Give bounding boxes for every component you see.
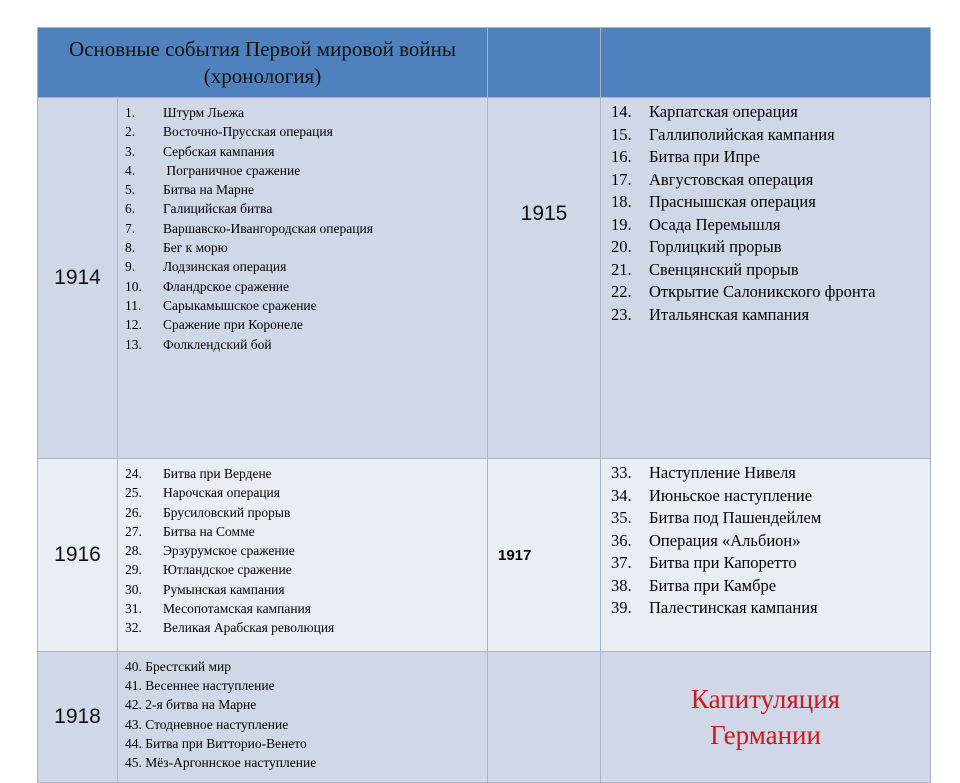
event-number: 19. (611, 214, 632, 234)
year-1917: 1917 (488, 459, 601, 652)
event-text: Августовская операция (649, 169, 814, 189)
event-text: Великая Арабская революция (163, 620, 335, 636)
event-text: Галлиполийская кампания (649, 124, 835, 144)
event-number: 4. (125, 162, 136, 178)
event-text: Фолклендский бой (163, 336, 272, 352)
event-number: 16. (611, 147, 632, 166)
list-item: 43. Стодневное наступление (125, 716, 289, 732)
list-item (611, 191, 930, 214)
events-1918-cell (118, 652, 488, 783)
event-number: 27. (125, 523, 142, 539)
year-1914: 1914 (38, 98, 118, 459)
event-text: Эрзурумское сражение (163, 543, 295, 559)
event-number: 10. (125, 278, 142, 294)
event-number: 26. (125, 504, 142, 520)
list-item: 44. Битва при Витторио-Венето (125, 735, 307, 751)
event-number: 11. (125, 297, 142, 313)
events-1915-cell (601, 98, 931, 459)
event-text: Фландрское сражение (163, 278, 290, 294)
table-row (38, 459, 931, 652)
list-item (611, 124, 930, 147)
event-number: 36. (611, 530, 632, 550)
event-text: Битва на Марне (163, 182, 254, 198)
list-item (125, 580, 487, 599)
chronology-table (37, 27, 931, 783)
list-item: 41. Весеннее наступление (125, 678, 275, 694)
list-item (125, 199, 487, 218)
list-item (611, 462, 930, 485)
header-empty-cell (488, 28, 601, 98)
event-number: 13. (125, 336, 142, 352)
event-text: Штурм Льежа (163, 105, 245, 120)
event-text: Лодзинская операция (163, 259, 287, 275)
list-item (125, 560, 487, 579)
event-number: 21. (611, 259, 632, 279)
event-text: Бег к морю (163, 240, 228, 256)
event-text: Брусиловский прорыв (163, 504, 291, 520)
events-1918-list (125, 657, 487, 772)
list-item (125, 103, 487, 122)
events-1917-cell (601, 459, 931, 652)
event-text: Пограничное сражение (163, 162, 301, 178)
event-number: 3. (125, 143, 136, 159)
event-text: Нарочская операция (163, 485, 280, 501)
event-number: 6. (125, 201, 136, 217)
list-item (611, 507, 930, 530)
event-text: Операция «Альбион» (649, 530, 801, 550)
event-number: 32. (125, 620, 142, 636)
event-text: Битва на Сомме (163, 523, 255, 539)
event-number: 29. (125, 562, 142, 578)
event-number: 24. (125, 466, 142, 481)
event-text: Праснышская операция (649, 192, 816, 211)
list-item (125, 161, 487, 180)
event-number: 15. (611, 124, 632, 144)
event-number: 14. (611, 102, 632, 121)
event-text: Битва под Пашендейлем (649, 508, 822, 527)
event-text: Битва при Вердене (163, 466, 272, 481)
empty-cell (488, 652, 601, 783)
list-item (125, 180, 487, 199)
event-text: Сербская кампания (163, 143, 275, 159)
event-text: Ютландское сражение (163, 562, 292, 578)
list-item (125, 618, 487, 637)
year-1916: 1916 (38, 459, 118, 652)
list-item: 42. 2-я битва на Марне (125, 697, 257, 713)
event-text: Битва при Ипре (649, 147, 760, 166)
event-number: 35. (611, 508, 632, 527)
table-row (38, 652, 931, 783)
events-1916-list (125, 464, 487, 638)
event-number: 12. (125, 317, 142, 333)
year-1915: 1915 (488, 98, 601, 459)
events-1914-cell (118, 98, 488, 459)
event-number: 39. (611, 598, 632, 617)
event-number: 18. (611, 192, 632, 211)
event-text: Осада Перемышля (649, 214, 781, 234)
conclusion-text: Капитуляция Германии (690, 684, 841, 750)
event-number: 8. (125, 240, 136, 256)
event-text: Сражение при Коронеле (163, 317, 303, 333)
event-number: 5. (125, 182, 136, 198)
list-item (125, 257, 487, 276)
list-item (611, 236, 930, 259)
list-item (125, 464, 487, 483)
event-text: Наступление Нивеля (649, 463, 796, 482)
event-number: 7. (125, 220, 136, 236)
event-text: Палестинская кампания (649, 598, 818, 617)
list-item (125, 335, 487, 354)
events-1916-cell (118, 459, 488, 652)
list-item (611, 304, 930, 327)
event-text: Июньское наступление (649, 485, 813, 505)
event-number: 30. (125, 581, 142, 597)
list-item (611, 259, 930, 282)
header-title-cell (38, 28, 488, 98)
list-item (125, 522, 487, 541)
event-number: 20. (611, 237, 632, 256)
list-item (611, 575, 930, 598)
event-number: 25. (125, 485, 142, 501)
event-number: 9. (125, 259, 136, 275)
event-text: Итальянская кампания (649, 304, 810, 324)
conclusion-cell (601, 652, 931, 783)
event-text: Свенцянский прорыв (649, 259, 799, 279)
event-number: 33. (611, 463, 632, 482)
table-header-row (38, 28, 931, 98)
event-number: 28. (125, 543, 142, 559)
events-1915-list (611, 101, 930, 326)
list-item (611, 552, 930, 575)
list-item (125, 142, 487, 161)
list-item: 45. Мёз-Аргоннское наступление (125, 755, 317, 771)
list-item (611, 214, 930, 237)
event-text: Битва при Капоретто (649, 553, 797, 572)
list-item (611, 485, 930, 508)
list-item (611, 169, 930, 192)
event-number: 23. (611, 304, 632, 324)
list-item: 40. Брестский мир (125, 659, 232, 674)
page-title: Основные события Первой мировой войны (хронология) (69, 36, 456, 88)
event-number: 1. (125, 105, 136, 120)
list-item (611, 281, 930, 304)
header-empty-cell (601, 28, 931, 98)
list-item (125, 122, 487, 141)
event-number: 2. (125, 124, 136, 140)
list-item (125, 503, 487, 522)
event-text: Варшавско-Ивангородская операция (163, 220, 373, 236)
event-text: Карпатская операция (649, 102, 798, 121)
list-item (611, 101, 930, 124)
event-number: 38. (611, 575, 632, 595)
event-number: 37. (611, 553, 632, 572)
table-row (38, 98, 931, 459)
list-item (611, 146, 930, 169)
event-text: Битва при Камбре (649, 575, 777, 595)
event-number: 22. (611, 282, 632, 301)
list-item (125, 238, 487, 257)
event-text: Горлицкий прорыв (649, 237, 782, 256)
event-number: 31. (125, 601, 142, 617)
list-item (125, 483, 487, 502)
events-1917-list (611, 462, 930, 620)
events-1914-list (125, 103, 487, 354)
year-1918: 1918 (38, 652, 118, 783)
event-text: Месопотамская кампания (163, 601, 311, 617)
event-number: 17. (611, 169, 632, 189)
list-item (125, 599, 487, 618)
list-item (611, 597, 930, 620)
list-item (611, 530, 930, 553)
event-text: Восточно-Прусская операция (163, 124, 333, 140)
list-item (125, 296, 487, 315)
list-item (125, 277, 487, 296)
event-text: Галицийская битва (163, 201, 273, 217)
list-item (125, 219, 487, 238)
list-item (125, 315, 487, 334)
event-text: Сарыкамышское сражение (163, 297, 317, 313)
event-number: 34. (611, 485, 632, 505)
event-text: Открытие Салоникского фронта (649, 282, 876, 301)
event-text: Румынская кампания (163, 581, 285, 597)
list-item (125, 541, 487, 560)
